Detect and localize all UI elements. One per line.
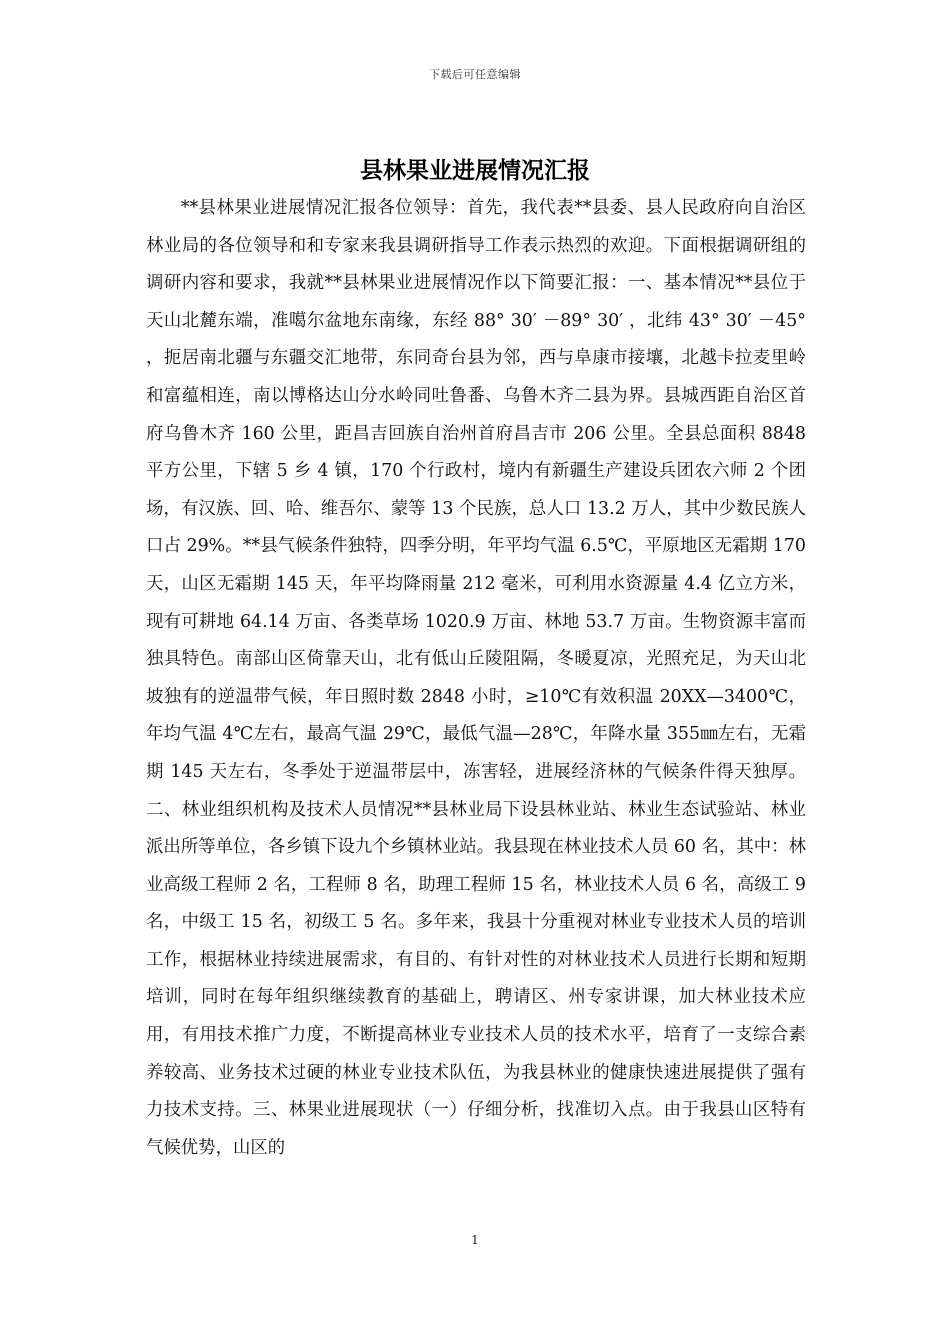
header-note: 下载后可任意编辑 (429, 68, 521, 81)
page-number: 1 (471, 1233, 479, 1247)
document-title: 县林果业进展情况汇报 (360, 158, 590, 184)
body-paragraph: **县林果业进展情况汇报各位领导：首先，我代表**县委、县人民政府向自治区林业局的各位领导和和专家来我县调研指导工作表示热烈的欢迎。下面根据调研组的调研内容和要求，我就**县林果业进展情况作以下简要汇报：一、基本情况**县位于天山北麓东端，准噶尔盆地东南缘，东经 88° 30′ －89° 30′ ，北纬 43° 30′ －45° ，扼居南北疆与东疆交汇地带，东同奇台县为邻，西与阜康市接壤，北越卡拉麦里岭和富蕴相连，南以博格达山分水岭同吐鲁番、乌鲁木齐二县为界。县城西距自治区首府乌鲁木齐 160 公里，距昌吉回族自治州首府昌吉市 206 公里。全县总面积 8848 平方公里，下辖 5 乡 4 镇，170 个行政村，境内有新疆生产建设兵团农六师 2 个团场，有汉族、回、哈、维吾尔、蒙等 13 个民族，总人口 13.2 万人，其中少数民族人口占 29%。**县气候条件独特，四季分明，年平均气温 6.5℃，平原地区无霜期 170 天，山区无霜期 145 天，年平均降雨量 212 毫米，可利用水资源量 4.4 亿立方米，现有可耕地 64.14 万亩、各类草场 1020.9 万亩、林地 53.7 万亩。生物资源丰富而独具特色。南部山区倚靠天山，北有低山丘陵阻隔，冬暖夏凉，光照充足，为天山北坡独有的逆温带气候，年日照时数 2848 小时，≥10℃有效积温 20XX—3400℃，年均气温 4℃左右，最高气温 29℃，最低气温—28℃，年降水量 355㎜左右，无霜期 145 天左右，冬季处于逆温带层中，冻害轻，进展经济林的气候条件得天独厚。二、林业组织机构及技术人员情况**县林业局下设县林业站、林业生态试验站、林业派出所等单位，各乡镇下设九个乡镇林业站。我县现在林业技术人员 60 名，其中：林业高级工程师 2 名，工程师 8 名，助理工程师 15 名，林业技术人员 6 名，高级工 9 名，中级工 15 名，初级工 5 名。多年来，我县十分重视对林业专业技术人员的培训工作，根据林业持续进展需求，有目的、有针对性的对林业技术人员进行长期和短期培训，同时在每年组织继续教育的基础上，聘请区、州专家讲课，加大林业技术应用，有用技术推广力度，不断提高林业专业技术人员的技术水平，培育了一支综合素养较高、业务技术过硬的林业专业技术队伍，为我县林业的健康快速进展提供了强有力技术支持。三、林果业进展现状（一）仔细分析，找准切入点。由于我县山区特有气候优势，山区的 (146, 198, 806, 1158)
